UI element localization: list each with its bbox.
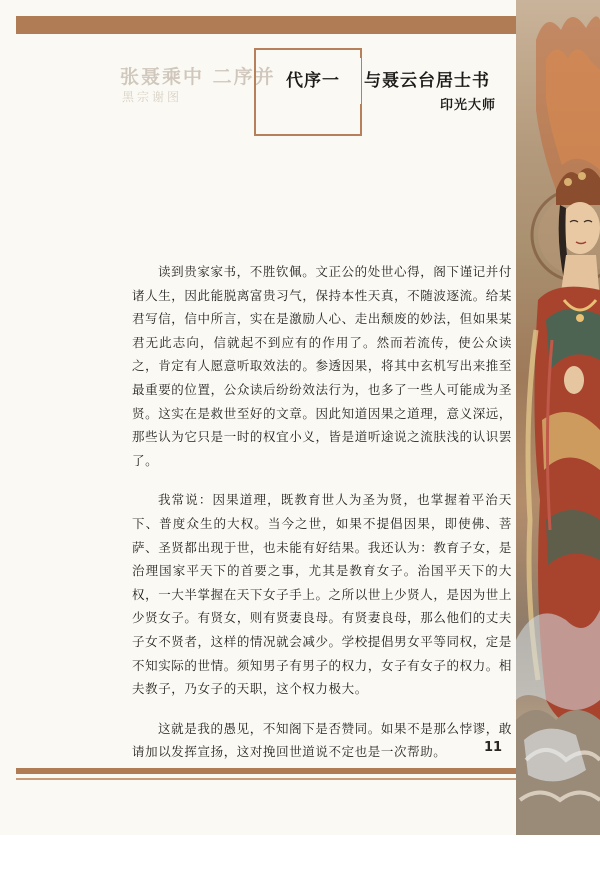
chapter-label: 代序一: [286, 71, 340, 91]
body-text: [132, 260, 512, 780]
bottom-decorative-band: [16, 768, 516, 774]
chapter-heading: 与聂云台居士书: [364, 71, 490, 91]
bodhisattva-painting: [516, 0, 600, 835]
paragraph-3: 这就是我的愚见，不知阁下是否赞同。如果不是那么悖谬，敢请加以发挥宣扬，这对挽回世道说不定也是一次帮助。: [132, 720, 512, 760]
chapter-title: [286, 66, 490, 91]
author-name: 印光大师: [440, 98, 497, 113]
page-number: 11: [484, 740, 503, 755]
painting-illustration: [516, 0, 600, 835]
faded-bleedthrough-title: 张聂乘中 二序并: [120, 66, 276, 88]
bottom-thin-rule: [16, 778, 516, 780]
paragraph-1: 读到贵家家书，不胜钦佩。文正公的处世心得，阁下谨记并付诸人生，因此能脱离富贵习气，保持本性天真，不随波逐流。给某君写信，信中所言，实在是激励人心、走出颓废的妙法，但如果某君无此志向，信就起不到应有的作用了。然而若流传，使公众读之，肯定有人愿意听取效法的。参透因果，将其中玄机写出来推至最重要的位置，公众读后纷纷效法行为，也多了一些人可能成为圣贤。这实在是救世至好的文章。因此知道因果之道理，意义深远，那些认为它只是一时的权宜小义，皆是道听途说之流肤浅的认识罢了。: [132, 264, 512, 468]
faded-bleedthrough-subtitle: 黑宗谢图: [122, 90, 183, 104]
top-decorative-band: [16, 16, 516, 34]
paragraph-2: 我常说：因果道理，既教育世人为圣为贤，也掌握着平治天下、普度众生的大权。当今之世，如果不提倡因果，即使佛、菩萨、圣贤都出现于世，也未能有好结果。我还认为：教育子女，是治理国家平天下的首要之事，尤其是教育女子。治国平天下的大权，一大半掌握在天下女子手上。之所以世上少贤人，是因为世上少贤女子。有贤女，则有贤妻良母。有贤妻良母，那么他们的丈夫子女不贤者，这样的情况就会减少。学校提倡男女平等同权，定是不知实际的世情。须知男子有男子的权力，女子有女子的权力。相夫教子，乃女子的天职，这个权力极大。: [132, 492, 512, 697]
